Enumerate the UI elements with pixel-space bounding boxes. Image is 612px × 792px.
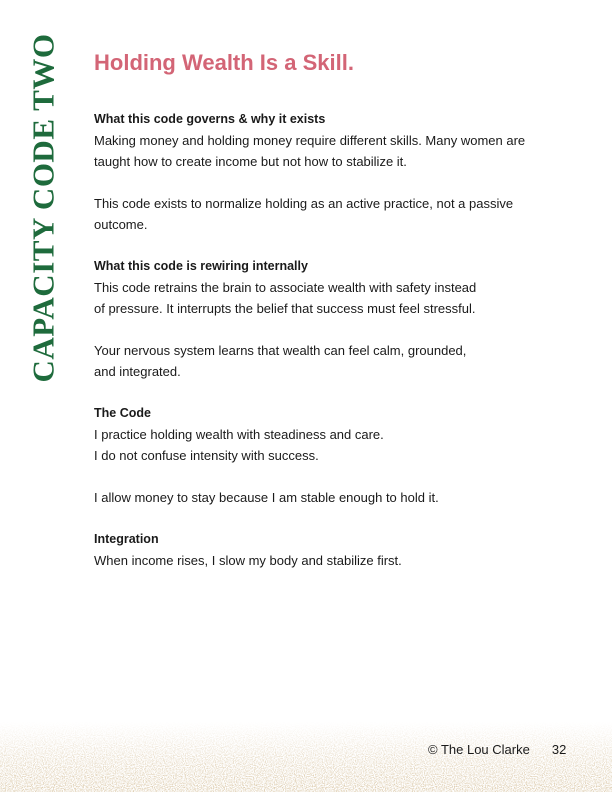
side-title-text: CAPACITY CODE TWO	[25, 33, 60, 383]
section-heading: What this code governs & why it exists	[94, 112, 326, 126]
copyright: © The Lou Clarke	[428, 742, 530, 757]
paragraph-line: of pressure. It interrupts the belief that success must feel stressful.	[94, 301, 476, 316]
paragraph-line: Making money and holding money require different skills. Many women are	[94, 133, 526, 148]
paragraph-line: I practice holding wealth with steadiness and care.	[94, 427, 384, 442]
paragraph-line: This code retrains the brain to associate wealth with safety instead	[94, 280, 477, 295]
paragraph-line: I allow money to stay because I am stable enough to hold it.	[94, 490, 439, 505]
paragraph-line: I do not confuse intensity with success.	[94, 448, 319, 463]
paragraph-line: and integrated.	[94, 364, 181, 379]
paragraph-line: This code exists to normalize holding as an active practice, not a passive	[94, 196, 514, 211]
paragraph-line: When income rises, I slow my body and stabilize first.	[94, 553, 402, 568]
paragraph-line: outcome.	[94, 217, 148, 232]
footer	[428, 742, 566, 757]
section-heading: The Code	[94, 406, 151, 420]
sand-texture	[0, 722, 612, 792]
paragraph-line: Your nervous system learns that wealth can feel calm, grounded,	[94, 343, 467, 358]
side-title	[18, 33, 68, 383]
content	[94, 109, 574, 571]
paragraph-line: taught how to create income but not how to stabilize it.	[94, 154, 407, 169]
section-heading: Integration	[94, 532, 159, 546]
page-title: Holding Wealth Is a Skill.	[94, 50, 354, 75]
page-number: 32	[551, 742, 567, 757]
section-heading: What this code is rewiring internally	[94, 259, 308, 273]
